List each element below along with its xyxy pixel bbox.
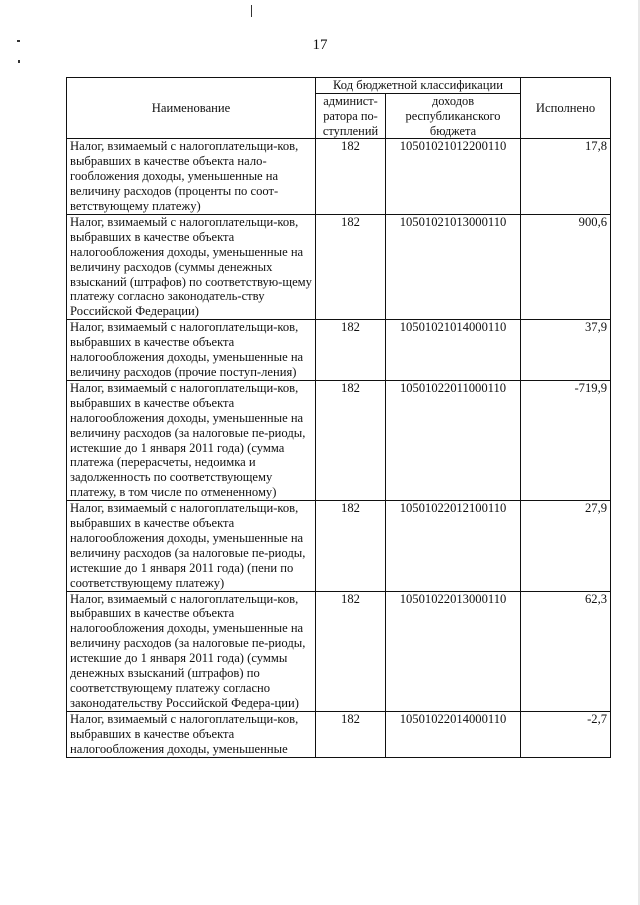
row-admin-code-cell: 182 (316, 214, 386, 319)
row-revenue-code-cell: 10501021012200110 (386, 139, 521, 215)
table-body (67, 139, 611, 757)
table-row (67, 214, 611, 319)
row-revenue-code-cell: 10501022014000110 (386, 711, 521, 757)
row-name-cell: Налог, взимаемый с налогоплательщи-ков, выбравших в качестве объекта нало-гообложения доходы, уменьшенные на величину расходов (проценты по соот-ветствующему платежу) (67, 139, 316, 215)
row-executed-amount-cell: 27,9 (521, 501, 611, 591)
row-revenue-code-cell: 10501022012100110 (386, 501, 521, 591)
table-row (67, 591, 611, 711)
row-name-cell: Налог, взимаемый с налогоплательщи-ков, выбравших в качестве объекта налогообложения доходы, уменьшенные на величину расходов (за налоговые пе-риоды, истекшие до 1 января 2011 года) (сумма платежа (перерасчеты, недоимка и задолженность по соответствующему платежу, в том числе по отмененному) (67, 380, 316, 500)
row-name-cell: Налог, взимаемый с налогоплательщи-ков, выбравших в качестве объекта налогообложения доходы, уменьшенные (67, 711, 316, 757)
header-executed: Исполнено (521, 78, 611, 139)
header-budget-code: Код бюджетной классификации (316, 78, 521, 94)
row-admin-code-cell: 182 (316, 711, 386, 757)
header-revenue-code: доходов республиканского бюджета (386, 94, 521, 139)
scan-mark-top (251, 5, 252, 17)
row-revenue-code-cell: 10501022011000110 (386, 380, 521, 500)
row-executed-amount-cell: -719,9 (521, 380, 611, 500)
scan-mark-left-2 (18, 60, 20, 63)
row-admin-code-cell: 182 (316, 320, 386, 381)
page-number: 17 (312, 37, 328, 53)
row-name-cell: Налог, взимаемый с налогоплательщи-ков, выбравших в качестве объекта налогообложения доходы, уменьшенные на величину расходов (суммы денежных взысканий (штрафов) по соответствую-щему платежу согласно законодатель-ству Российской Федерации) (67, 214, 316, 319)
table-row (67, 380, 611, 500)
table-row (67, 711, 611, 757)
row-revenue-code-cell: 10501021013000110 (386, 214, 521, 319)
row-name-cell: Налог, взимаемый с налогоплательщи-ков, выбравших в качестве объекта налогообложения доходы, уменьшенные на величину расходов (прочие поступ-ления) (67, 320, 316, 381)
row-name-cell: Налог, взимаемый с налогоплательщи-ков, выбравших в качестве объекта налогообложения доходы, уменьшенные на величину расходов (за налоговые пе-риоды, истекшие до 1 января 2011 года) (суммы денежных взысканий (штрафов) по соответствующему платежу согласно законодательству Российской Федера-ции) (67, 591, 316, 711)
budget-classification-table (66, 77, 611, 758)
table-row (67, 139, 611, 215)
row-admin-code-cell: 182 (316, 380, 386, 500)
row-executed-amount-cell: 17,8 (521, 139, 611, 215)
row-admin-code-cell: 182 (316, 139, 386, 215)
row-revenue-code-cell: 10501021014000110 (386, 320, 521, 381)
table-row (67, 320, 611, 381)
row-admin-code-cell: 182 (316, 501, 386, 591)
row-executed-amount-cell: 900,6 (521, 214, 611, 319)
row-admin-code-cell: 182 (316, 591, 386, 711)
table-row (67, 501, 611, 591)
row-executed-amount-cell: 37,9 (521, 320, 611, 381)
row-executed-amount-cell: 62,3 (521, 591, 611, 711)
row-executed-amount-cell: -2,7 (521, 711, 611, 757)
header-administrator: админист-ратора по-ступлений (316, 94, 386, 139)
header-name: Наименование (67, 78, 316, 139)
row-revenue-code-cell: 10501022013000110 (386, 591, 521, 711)
row-name-cell: Налог, взимаемый с налогоплательщи-ков, выбравших в качестве объекта налогообложения доходы, уменьшенные на величину расходов (за налоговые пе-риоды, истекшие до 1 января 2011 года) (пени по соответствующему платежу) (67, 501, 316, 591)
